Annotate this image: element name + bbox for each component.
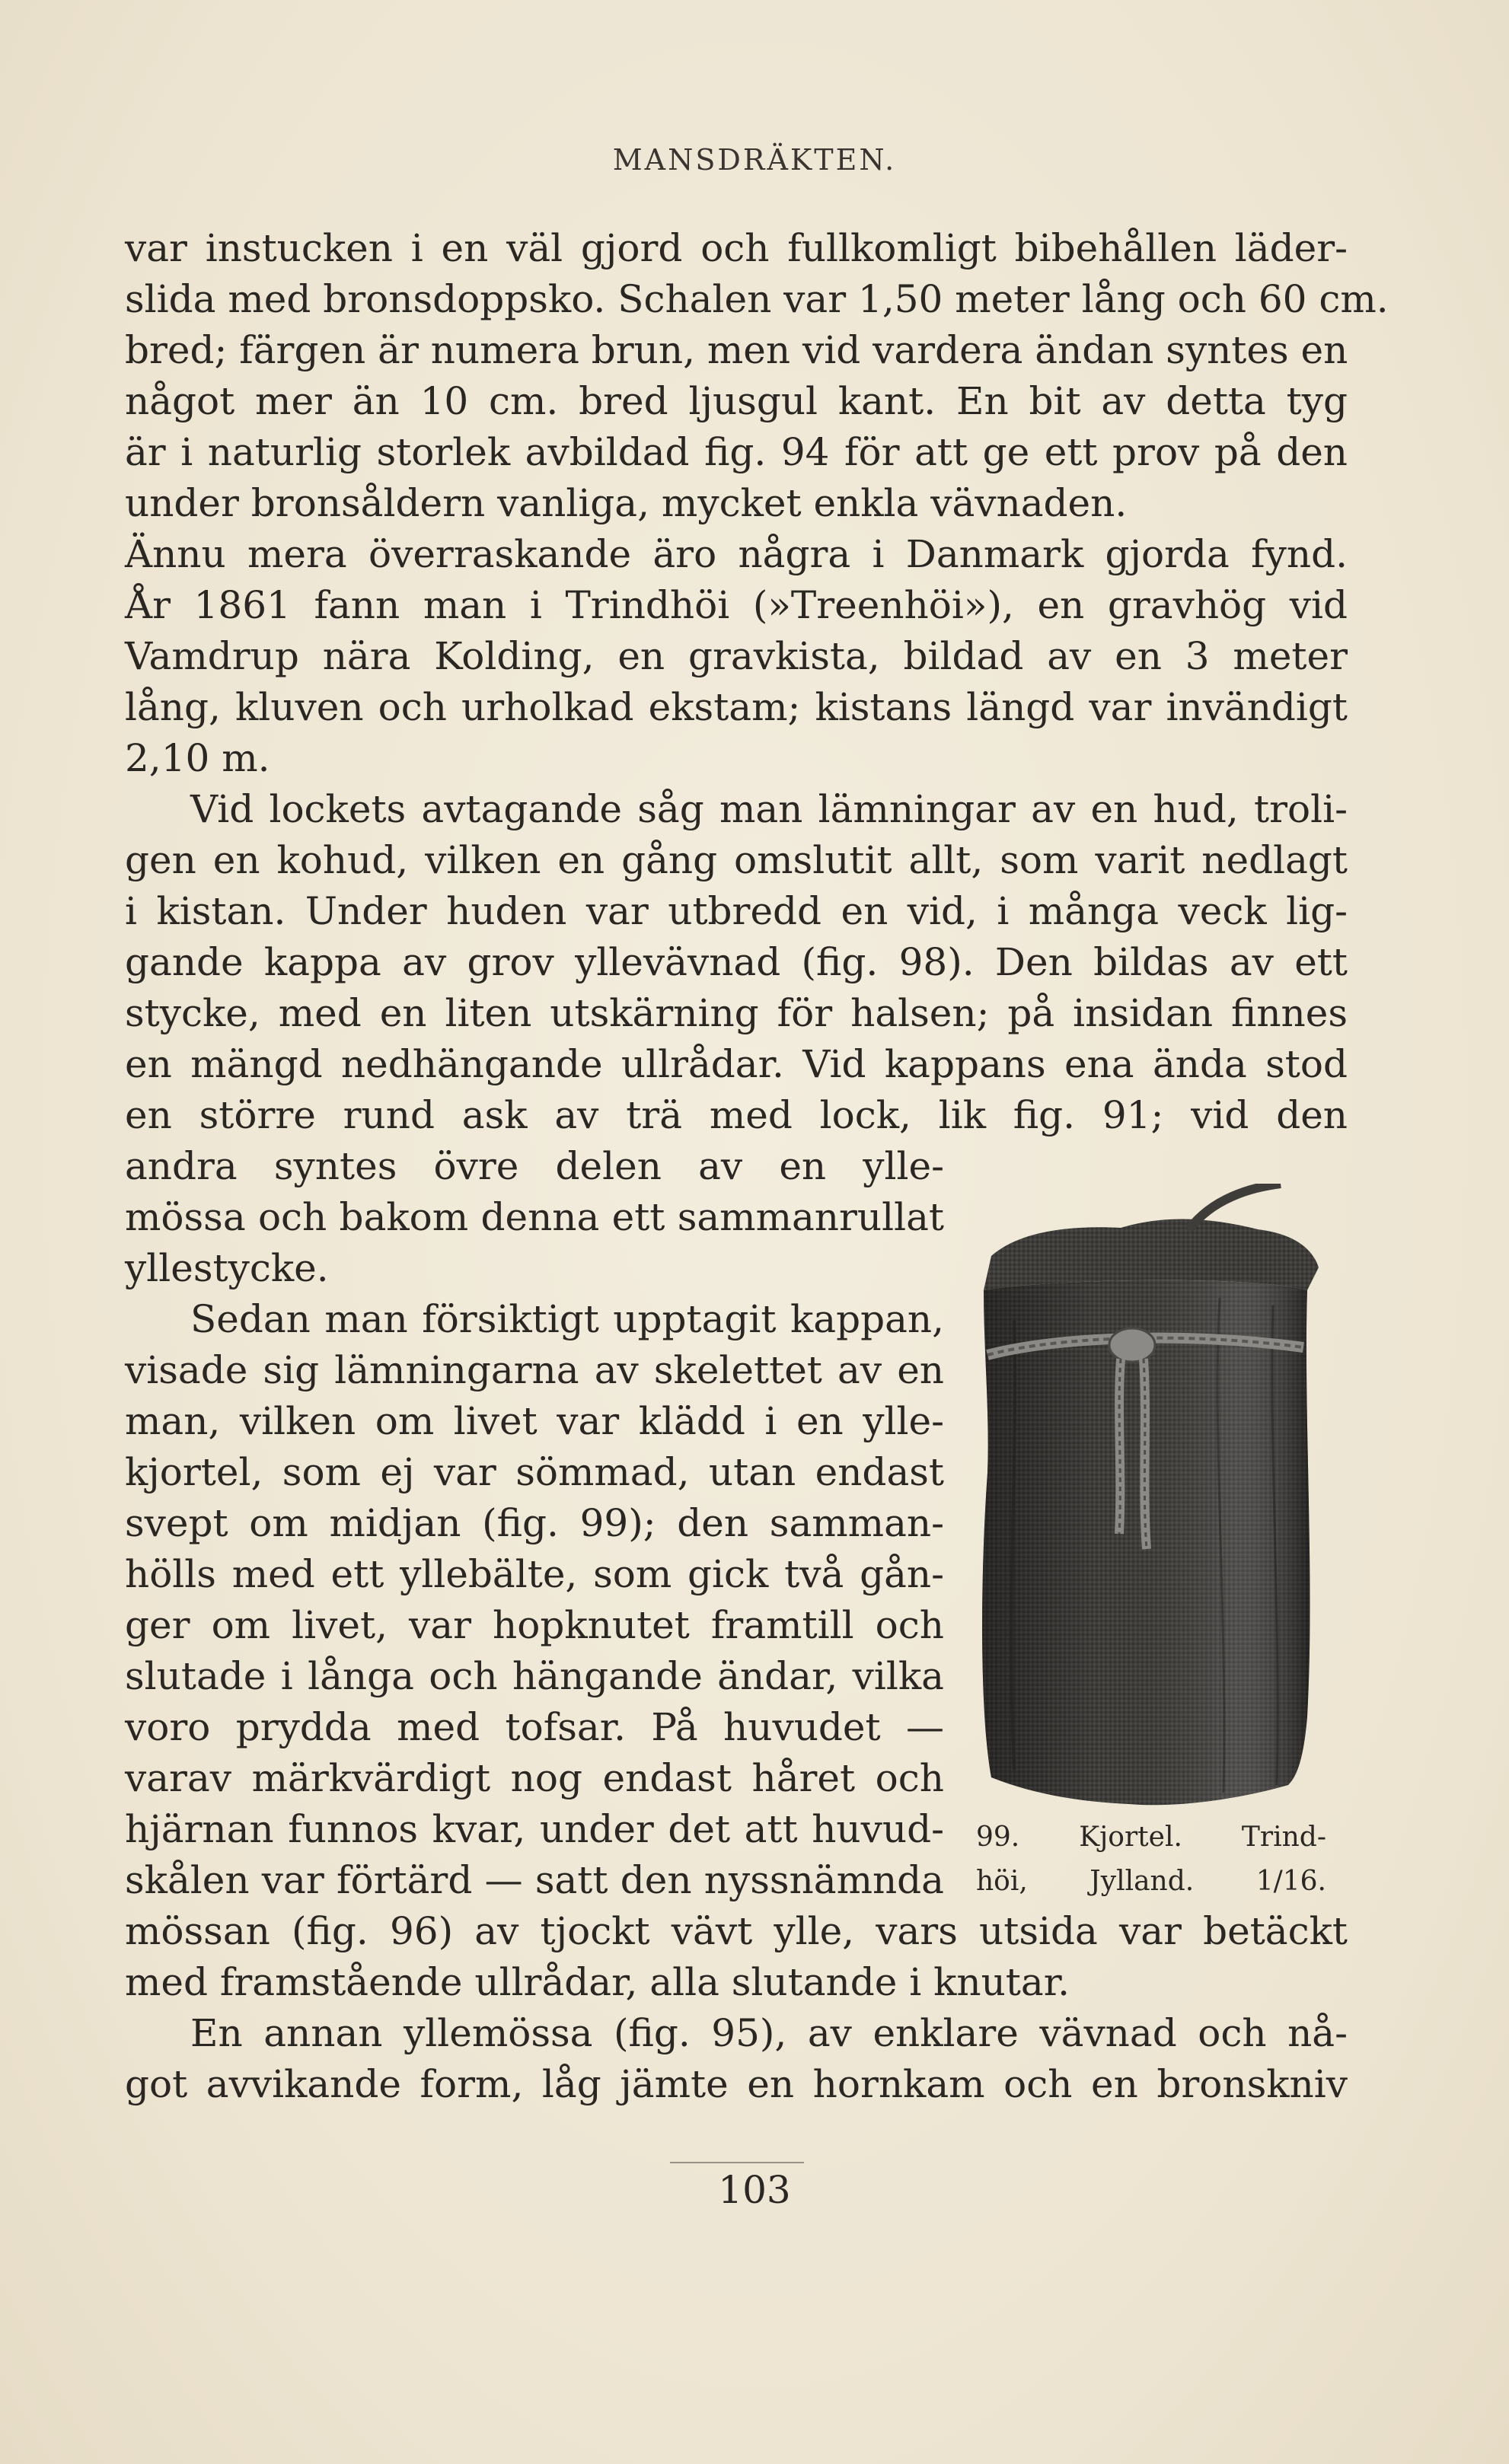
text-line: stycke, med en liten utskärning för halsen; på insidan finnes: [125, 991, 1348, 1035]
text-line: Vamdrup nära Kolding, en gravkista, bildad av en 3 meter: [125, 634, 1348, 678]
text-line: slida med bronsdoppsko. Schalen var 1,50 meter lång och 60 cm.: [125, 277, 1389, 321]
text-line: varav märkvärdigt nog endast håret och: [125, 1756, 944, 1800]
text-line: ger om livet, var hopknutet framtill och: [125, 1603, 944, 1647]
text-line: i kistan. Under huden var utbredd en vid, i många veck lig-: [125, 889, 1348, 933]
text-line: mössa och bakom denna ett sammanrullat: [125, 1195, 944, 1239]
text-line: bred; färgen är numera brun, men vid vardera ändan syntes en: [125, 328, 1348, 372]
text-line: en mängd nedhängande ullrådar. Vid kappans ena ända stod: [125, 1042, 1348, 1086]
text-line: visade sig lämningarna av skelettet av en: [125, 1348, 944, 1392]
text-line: skålen var förtärd — satt den nyssnämnda: [125, 1858, 944, 1902]
text-line: voro prydda med tofsar. På huvudet —: [125, 1705, 944, 1749]
page-number: 103: [718, 2168, 791, 2212]
running-head: MANSDRÄKTEN.: [612, 143, 897, 177]
caption-line: 99. Kjortel. Trind-: [976, 1822, 1326, 1853]
text-line: med framstående ullrådar, alla slutande i knutar.: [125, 1960, 1070, 2004]
text-line: År 1861 fann man i Trindhöi (»Treenhöi»), en gravhög vid: [125, 583, 1348, 627]
text-line: kjortel, som ej var sömmad, utan endast: [125, 1450, 944, 1494]
text-line: hjärnan funnos kvar, under det att huvud-: [125, 1807, 944, 1851]
text-line: Vid lockets avtagande såg man lämningar av en hud, troli-: [190, 787, 1348, 831]
text-line: Ännu mera överraskande äro några i Danmark gjorda fynd.: [125, 532, 1348, 576]
caption-line: höi, Jylland. 1/16.: [976, 1866, 1326, 1897]
text-line: man, vilken om livet var klädd i en ylle-: [125, 1399, 944, 1443]
text-line: gen en kohud, vilken en gång omslutit allt, som varit nedlagt: [125, 838, 1348, 882]
footer-rule: [670, 2162, 804, 2163]
text-line: got avvikande form, låg jämte en hornkam och en bronskniv: [125, 2062, 1348, 2106]
text-line: Sedan man försiktigt upptagit kappan,: [190, 1297, 944, 1341]
text-line: 2,10 m.: [125, 736, 270, 780]
text-line: mössan (fig. 96) av tjockt vävt ylle, vars utsida var betäckt: [125, 1909, 1348, 1953]
text-line: en större rund ask av trä med lock, lik fig. 91; vid den: [125, 1093, 1348, 1137]
text-line: En annan yllemössa (fig. 95), av enklare vävnad och nå-: [190, 2011, 1348, 2055]
text-line: slutade i långa och hängande ändar, vilka: [125, 1654, 944, 1698]
text-line: under bronsåldern vanliga, mycket enkla vävnaden.: [125, 481, 1128, 525]
text-line: hölls med ett yllebälte, som gick två gån-: [125, 1552, 944, 1596]
text-line: var instucken i en väl gjord och fullkomligt bibehållen läder-: [125, 226, 1348, 270]
text-line: andra syntes övre delen av en ylle-: [125, 1144, 944, 1188]
kjortel-illustration: [961, 1184, 1326, 1823]
text-line: lång, kluven och urholkad ekstam; kistans längd var invändigt: [125, 685, 1348, 729]
text-line: yllestycke.: [125, 1246, 329, 1290]
text-line: gande kappa av grov yllevävnad (fig. 98). Den bildas av ett: [125, 940, 1348, 984]
figure-caption: [976, 1815, 1326, 1904]
text-line: är i naturlig storlek avbildad fig. 94 för att ge ett prov på den: [125, 430, 1348, 474]
text-line: svept om midjan (fig. 99); den samman-: [125, 1501, 944, 1545]
text-line: något mer än 10 cm. bred ljusgul kant. En bit av detta tyg: [125, 379, 1348, 423]
